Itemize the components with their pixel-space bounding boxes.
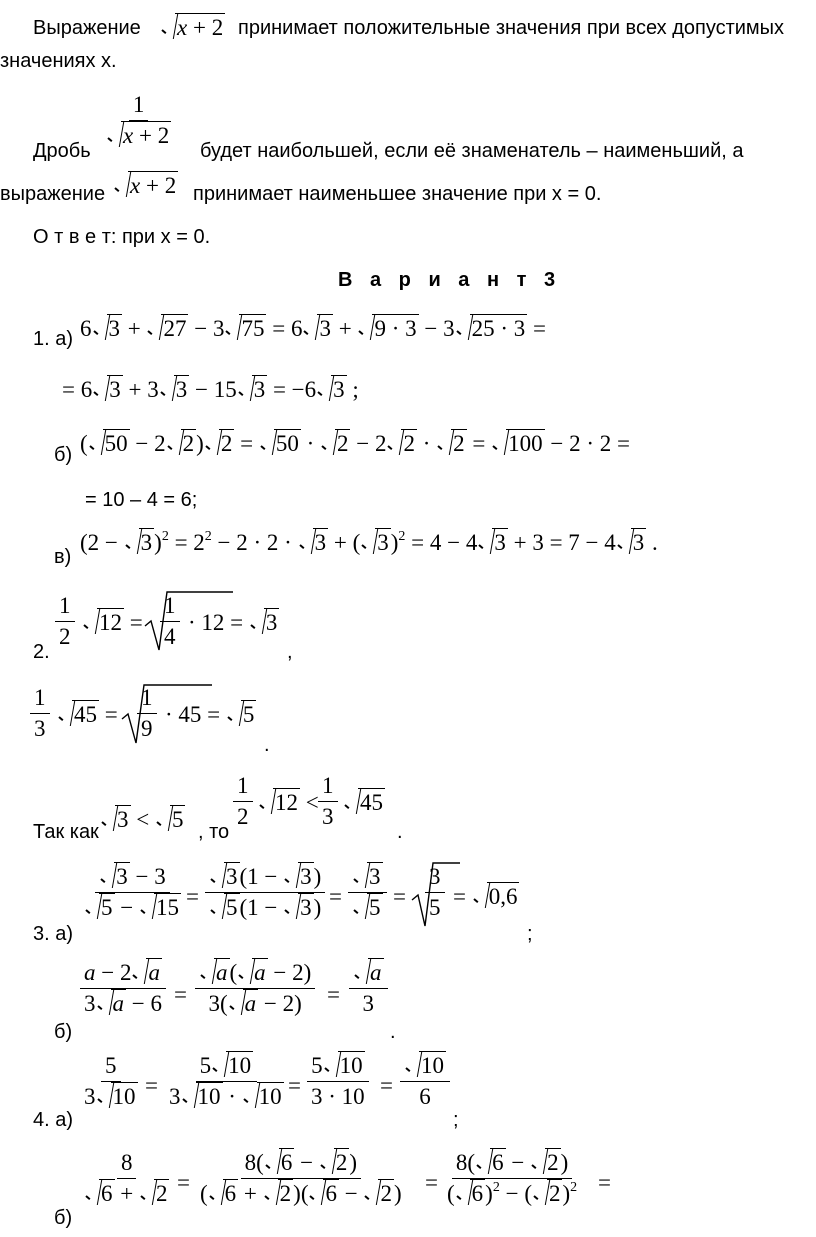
task2-expr1-a: 12 =: [82, 610, 143, 636]
task2-expr2-b: · 45 = 5: [165, 702, 255, 727]
task4b-frac1: $\frac{8}{6 + 2}$: [80, 1150, 173, 1207]
intro-line1-start: Выражение: [33, 17, 141, 39]
task3b-eq1: =: [174, 982, 187, 1007]
expr-sqrt-x-plus-2: x + 2: [160, 15, 225, 41]
task4a-semicolon: ;: [453, 1109, 459, 1131]
task3a-result: = 0,6: [453, 884, 518, 909]
compare-mid: , то: [198, 821, 230, 843]
task1v-label: в): [54, 546, 72, 568]
task3a-frac2: $\frac{3(1 - 3)}{5(1 - 3)}$: [205, 864, 325, 921]
compare-inequality-1: 3 < 5: [100, 807, 185, 833]
compare-inequality-2b: 45: [343, 790, 385, 816]
task4a-frac2: $\frac{5 10}{3 10 \cdot 10}$: [169, 1053, 282, 1109]
task4a-frac4: $\frac{10}{6}$: [400, 1053, 450, 1110]
task4b-eq2: =: [425, 1170, 438, 1195]
intro-line4-end: принимает наименьшее значение при x = 0.: [193, 183, 602, 205]
task1v-expression: $(2 - 3)^2 = 2^2 - 2 \cdot 2 \cdot 3$ + ( 3)$^2$ = 4 − 4 3 + 3 = 7 − 4 3 .: [80, 529, 658, 555]
task3a-eq2: =: [329, 884, 342, 909]
task1b-result: = 10 – 4 = 6;: [85, 489, 198, 511]
task3a-semicolon: ;: [527, 923, 533, 945]
task3a-frac1: $\frac{3 - 3}{5 - 15}$: [80, 864, 185, 921]
task2-frac-quarter: $\frac{1}{4}$: [160, 593, 180, 650]
task3a-label: 3. а): [33, 923, 74, 945]
task3a-frac3: $\frac{3}{5}$: [348, 864, 387, 921]
intro-line3-end: будет наибольшей, если её знаменатель – наименьший, а: [200, 140, 744, 162]
task2-expr1-b: · 12 = 3: [188, 610, 278, 635]
task1a-label: 1. а): [33, 328, 74, 350]
task2-label: 2.: [33, 641, 50, 663]
compare-frac-third: $\frac{1}{3}$: [318, 773, 338, 830]
task2-frac-half: $\frac{1}{2}$: [55, 593, 75, 650]
task1b-label: б): [54, 444, 73, 466]
task2-dot: .: [264, 734, 270, 756]
compare-frac-half: $\frac{1}{2}$: [233, 773, 253, 830]
expr-sqrt-x-plus-2-b: x + 2: [113, 173, 178, 199]
fraction-1-over-sqrt: $\frac{1}{x + 2}$: [102, 92, 175, 149]
compare-prefix: Так как: [33, 821, 99, 843]
fraction-label: Дробь: [33, 140, 91, 162]
task4a-eq1: =: [145, 1073, 158, 1098]
task3b-dot: .: [390, 1021, 396, 1043]
task4a-label: 4. а): [33, 1109, 74, 1131]
task3a-eq3: =: [393, 884, 406, 909]
compare-inequality-2a: 12 <: [258, 790, 319, 816]
intro-answer: О т в е т: при x = 0.: [33, 226, 211, 248]
compare-dot: .: [397, 821, 403, 843]
fraction-numerator: 1: [129, 92, 149, 121]
task1b-expression: ( 50 − 2 2) 2 = 50 · 2 − 2 2 · 2 = 100 − 2 · 2 =: [80, 431, 630, 456]
task3a-frac4: $\frac{3}{5}$: [425, 864, 445, 921]
task2-expr2-a: 45 =: [57, 702, 118, 728]
task1a-expression-cont: = 6 3 + 3 3 − 15 3 = −6 3 ;: [62, 377, 359, 402]
task4b-eq3: =: [598, 1170, 611, 1195]
task3a-eq1: =: [186, 884, 199, 909]
task3b-label: б): [54, 1021, 73, 1043]
task4b-label: б): [54, 1207, 73, 1229]
variant-title: В а р и а н т 3: [338, 269, 562, 291]
task2-frac-ninth: $\frac{1}{9}$: [137, 685, 157, 742]
intro-line2: значениях x.: [0, 50, 117, 72]
task4a-frac1: $\frac{5}{3 10}$: [84, 1053, 136, 1109]
task4a-eq2: =: [288, 1073, 301, 1098]
task3b-frac3: $\frac{a}{3}$: [349, 960, 388, 1017]
task4a-frac3: $\frac{5 10}{3 \cdot 10}$: [307, 1053, 369, 1110]
task4b-eq1: =: [177, 1170, 190, 1195]
task1a-expression: 6 3 + 27 − 3 75 = 6 3 + 9 · 3 − 3 25 · 3 =: [80, 316, 546, 341]
task3b-eq2: =: [327, 982, 340, 1007]
task4b-frac2: $\frac{8( 6 - 2)}{( 6 + 2)( 6 - 2)}$: [200, 1150, 402, 1206]
task2-comma: ,: [287, 641, 293, 663]
task3b-frac1: $\frac{a - 2 a}{3 a - 6}$: [80, 960, 166, 1017]
task2-frac-third: $\frac{1}{3}$: [30, 685, 50, 742]
task4a-eq3: =: [380, 1073, 393, 1098]
intro-line4-start: выражение: [0, 183, 106, 205]
task3b-frac2: $\frac{a( a - 2)}{3( a - 2)}$: [195, 960, 315, 1017]
task4b-frac3: $\frac{8( 6 - 2)}{( 6)^2 - ( 2)^2}$: [447, 1150, 578, 1206]
intro-line1-end: принимает положительные значения при всех допустимых: [238, 17, 785, 39]
